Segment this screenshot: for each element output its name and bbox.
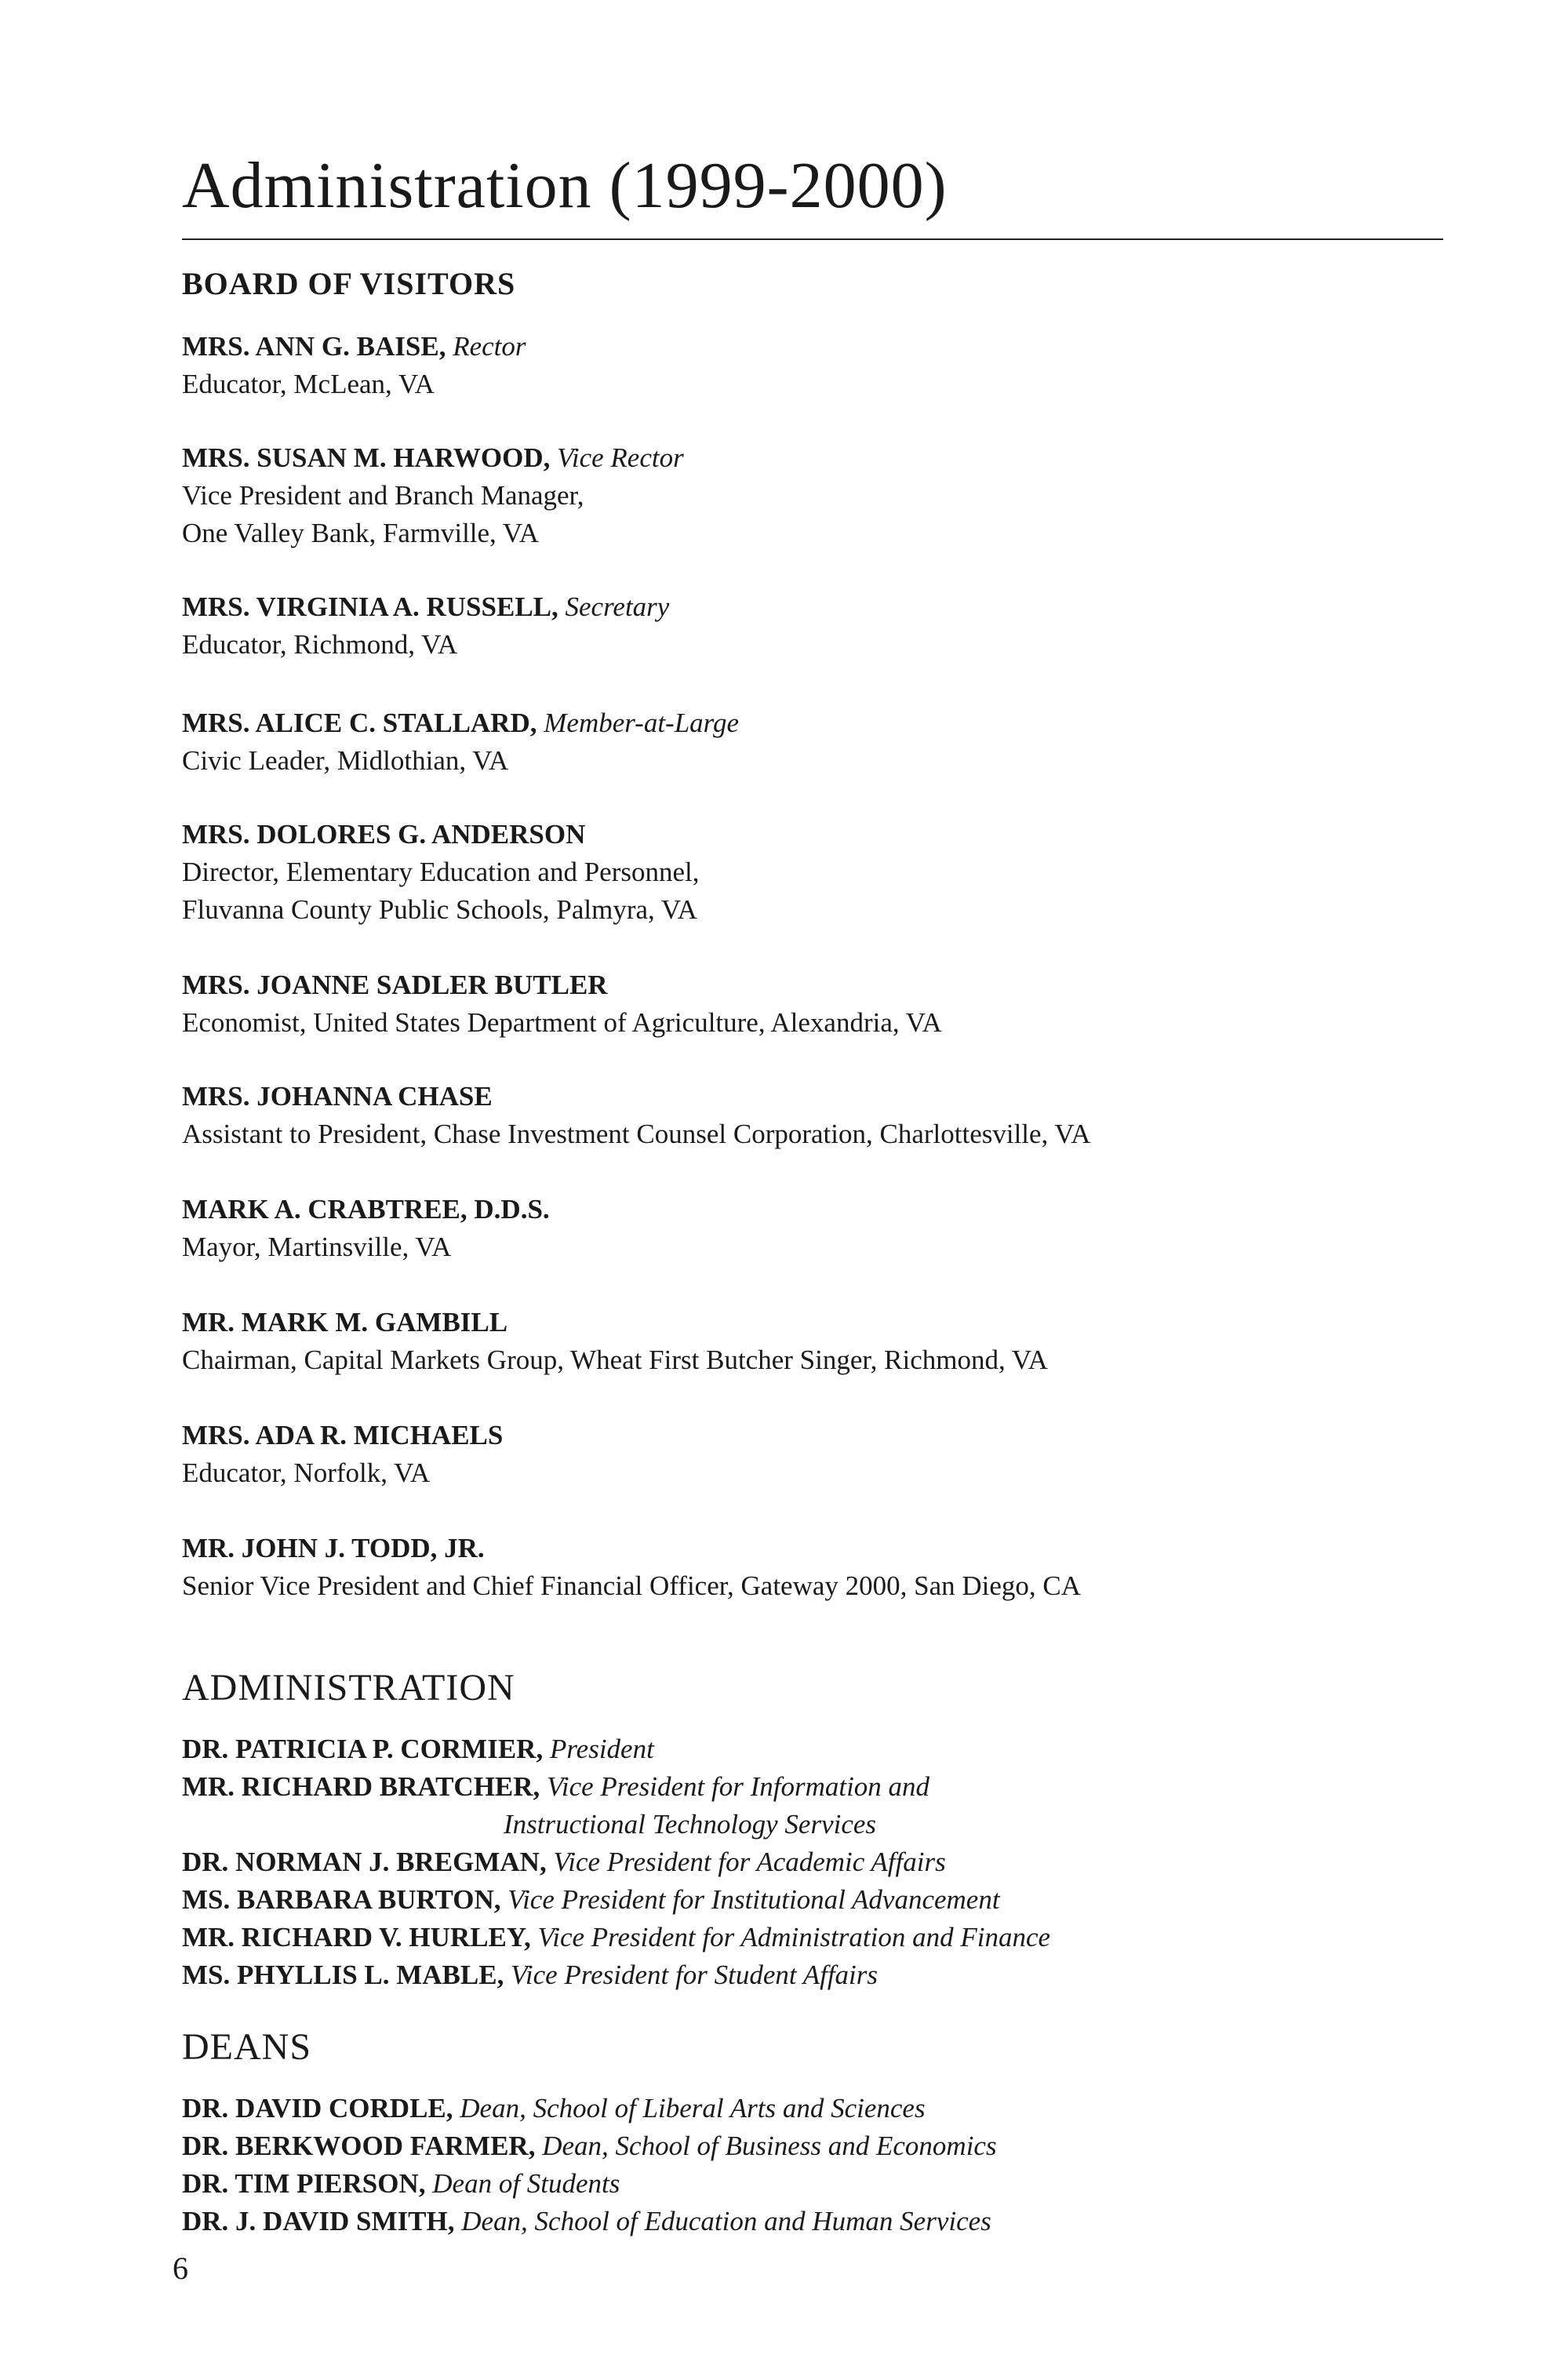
board-member <box>182 816 1406 929</box>
officer-name: DR. PATRICIA P. CORMIER, <box>182 1734 544 1764</box>
member-detail: Fluvanna County Public Schools, Palmyra, VA <box>182 894 697 925</box>
list-item <box>182 1881 1406 1919</box>
administration-heading-block <box>182 1666 1406 1709</box>
board-member <box>182 1078 1406 1153</box>
officer-name: MS. BARBARA BURTON, <box>182 1884 501 1915</box>
officer-name: MR. RICHARD BRATCHER, <box>182 1771 540 1802</box>
member-detail: Vice President and Branch Manager, <box>182 480 584 511</box>
board-member <box>182 1191 1406 1266</box>
member-role: Rector <box>453 331 526 362</box>
member-name: MRS. VIRGINIA A. RUSSELL, <box>182 591 558 622</box>
officer-role: Vice President for Academic Affairs <box>553 1847 946 1877</box>
member-name: MRS. DOLORES G. ANDERSON <box>182 819 586 850</box>
member-name: MRS. ALICE C. STALLARD, <box>182 708 537 738</box>
list-item <box>182 1843 1406 1881</box>
administration-heading: ADMINISTRATION <box>182 1667 515 1709</box>
title-underline <box>182 238 1443 240</box>
board-member <box>182 328 1406 403</box>
officer-role-continued: Instructional Technology Services <box>504 1809 877 1840</box>
page-title: Administration (1999-2000) <box>182 149 948 222</box>
officer-name: MR. RICHARD V. HURLEY, <box>182 1922 531 1952</box>
dean-role: Dean, School of Liberal Arts and Sciences <box>460 2093 926 2123</box>
member-detail: Senior Vice President and Chief Financial Officer, Gateway 2000, San Diego, CA <box>182 1570 1082 1601</box>
board-member <box>182 1304 1406 1379</box>
member-detail: Director, Elementary Education and Personnel, <box>182 857 700 887</box>
board-member <box>182 1417 1406 1492</box>
member-detail: Civic Leader, Midlothian, VA <box>182 745 509 776</box>
member-name: MRS. JOHANNA CHASE <box>182 1081 493 1112</box>
officer-name: DR. NORMAN J. BREGMAN, <box>182 1847 547 1877</box>
member-detail: Educator, McLean, VA <box>182 369 435 399</box>
dean-name: DR. BERKWOOD FARMER, <box>182 2131 536 2161</box>
member-name: MRS. ADA R. MICHAELS <box>182 1420 504 1450</box>
officer-role: President <box>549 1734 654 1764</box>
board-member <box>182 439 1406 552</box>
member-name: MARK A. CRABTREE, D.D.S. <box>182 1194 550 1225</box>
list-item <box>182 1768 1406 1806</box>
list-item <box>182 2090 1406 2127</box>
list-item <box>182 1956 1406 1994</box>
officer-name: MS. PHYLLIS L. MABLE, <box>182 1960 504 1990</box>
member-detail: One Valley Bank, Farmville, VA <box>182 518 539 548</box>
officer-role: Vice President for Administration and Finance <box>537 1922 1051 1952</box>
administration-list <box>182 1730 1406 1994</box>
member-detail: Assistant to President, Chase Investment Counsel Corporation, Charlottesville, VA <box>182 1119 1091 1149</box>
list-item <box>182 2203 1406 2240</box>
member-detail: Mayor, Martinsville, VA <box>182 1232 452 1262</box>
member-role: Secretary <box>565 591 670 622</box>
member-name: MRS. ANN G. BAISE, <box>182 331 446 362</box>
member-name: MR. JOHN J. TODD, JR. <box>182 1533 485 1563</box>
dean-name: DR. DAVID CORDLE, <box>182 2093 453 2123</box>
officer-role: Vice President for Information and <box>547 1771 930 1802</box>
dean-role: Dean of Students <box>432 2168 620 2199</box>
member-name: MRS. JOANNE SADLER BUTLER <box>182 970 608 1000</box>
dean-name: DR. TIM PIERSON, <box>182 2168 426 2199</box>
page-title-block <box>182 149 1443 222</box>
deans-list <box>182 2090 1406 2240</box>
officer-role: Vice President for Institutional Advancement <box>507 1884 1000 1915</box>
page-number: 6 <box>173 2251 188 2286</box>
member-role: Member-at-Large <box>544 708 740 738</box>
officer-role: Vice President for Student Affairs <box>511 1960 878 1990</box>
list-item <box>182 1730 1406 1768</box>
list-item <box>182 2165 1406 2203</box>
board-heading-block <box>182 265 1406 302</box>
board-member <box>182 704 1406 780</box>
list-item <box>182 2127 1406 2165</box>
deans-heading-block <box>182 2025 1406 2069</box>
list-item <box>182 1919 1406 1956</box>
board-member <box>182 588 1406 664</box>
dean-role: Dean, School of Education and Human Services <box>461 2206 991 2236</box>
deans-heading: DEANS <box>182 2026 312 2068</box>
member-name: MR. MARK M. GAMBILL <box>182 1307 508 1337</box>
board-member <box>182 966 1406 1042</box>
member-detail: Educator, Richmond, VA <box>182 629 458 660</box>
member-detail: Chairman, Capital Markets Group, Wheat First Butcher Singer, Richmond, VA <box>182 1345 1048 1375</box>
dean-role: Dean, School of Business and Economics <box>542 2131 997 2161</box>
dean-name: DR. J. DAVID SMITH, <box>182 2206 455 2236</box>
member-role: Vice Rector <box>557 442 684 473</box>
member-detail: Economist, United States Department of Agriculture, Alexandria, VA <box>182 1007 942 1038</box>
board-member <box>182 1530 1406 1605</box>
board-heading: BOARD OF VISITORS <box>182 266 516 301</box>
member-name: MRS. SUSAN M. HARWOOD, <box>182 442 551 473</box>
member-detail: Educator, Norfolk, VA <box>182 1457 431 1488</box>
